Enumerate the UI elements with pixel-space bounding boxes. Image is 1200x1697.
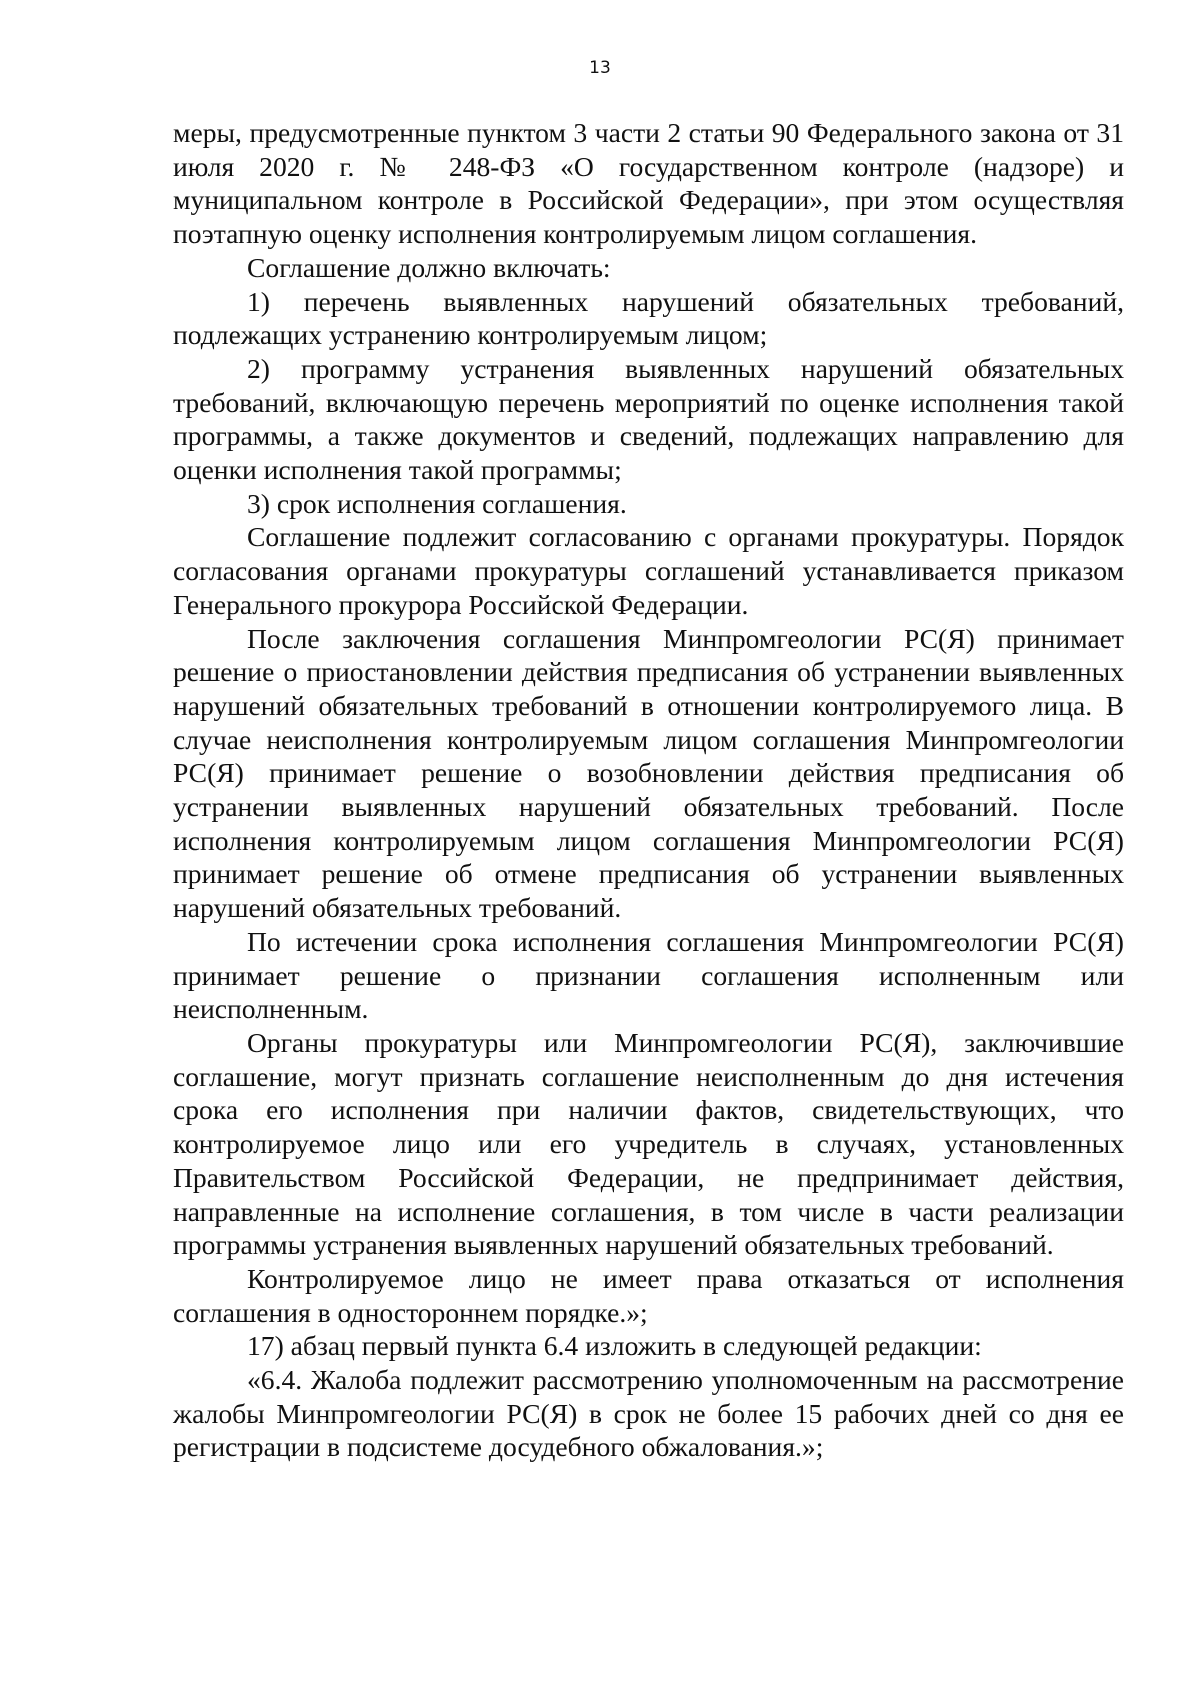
paragraph-item-3: 3) срок исполнения соглашения. — [247, 487, 627, 519]
paragraph-prosecutor-approval: Соглашение подлежит согласованию с органами прокуратуры. Порядок согласования органами прокуратуры соглашений устанавливается приказом Генерального прокурора Российской Федерации. — [173, 521, 1124, 620]
page-number: 13 — [589, 58, 611, 78]
paragraph-expiry-decision: По истечении срока исполнения соглашения Минпромгеологии РС(Я) принимает решение о признании соглашения исполненным или неисполненным. — [173, 925, 1124, 1025]
paragraph-agreement-contents-intro: Соглашение должно включать: — [247, 251, 611, 283]
paragraph-continuation: меры, предусмотренные пунктом 3 части 2 статьи 90 Федерального закона от 31 июля 2020 г. № 248-ФЗ «О государственном контроле (надзоре) и муниципальном контроле в Российской Федерации», при этом осуществляя поэтапную оценку исполнения контролируемым лицом соглашения. — [173, 117, 1124, 250]
paragraph-clause-6-4: «6.4. Жалоба подлежит рассмотрению уполномоченным на рассмотрение жалобы Минпромгеологии РС(Я) в срок не более 15 рабочих дней со дня ее регистрации в подсистеме досудебного обжалования.»; — [173, 1364, 1124, 1463]
paragraph-item-1: 1) перечень выявленных нарушений обязательных требований, подлежащих устранению контролируемым лицом; — [173, 285, 1124, 351]
paragraph-after-agreement: После заключения соглашения Минпромгеологии РС(Я) принимает решение о приостановлении действия предписания об устранении выявленных нарушений обязательных требований в отношении контролируемого лица. В случае неисполнения контролируемым лицом соглашения Минпромгеологии РС(Я) принимает решение о возобновлении действия предписания об устранении выявленных нарушений обязательных требований. После исполнения контролируемым лицом соглашения Минпромгеологии РС(Я) принимает решение об отмене предписания об устранении выявленных нарушений обязательных требований. — [173, 622, 1124, 924]
paragraph-no-unilateral-refusal: Контролируемое лицо не имеет права отказаться от исполнения соглашения в одностороннем порядке.»; — [173, 1262, 1124, 1328]
document-body — [173, 116, 1124, 1464]
paragraph-early-nonfulfillment: Органы прокуратуры или Минпромгеологии РС(Я), заключившие соглашение, могут признать соглашение неисполненным до дня истечения срока его исполнения при наличии фактов, свидетельствующих, что контролируемое лицо или его учредитель в случаях, установленных Правительством Российской Федерации, не предпринимает действия, направленные на исполнение соглашения, в том числе в части реализации программы устранения выявленных нарушений обязательных требований. — [173, 1026, 1124, 1261]
paragraph-amendment-17: 17) абзац первый пункта 6.4 изложить в следующей редакции: — [247, 1330, 982, 1362]
paragraph-item-2: 2) программу устранения выявленных нарушений обязательных требований, включающую перечень мероприятий по оценке исполнения такой программы, а также документов и сведений, подлежащих направлению для оценки исполнения такой программы; — [173, 352, 1124, 486]
